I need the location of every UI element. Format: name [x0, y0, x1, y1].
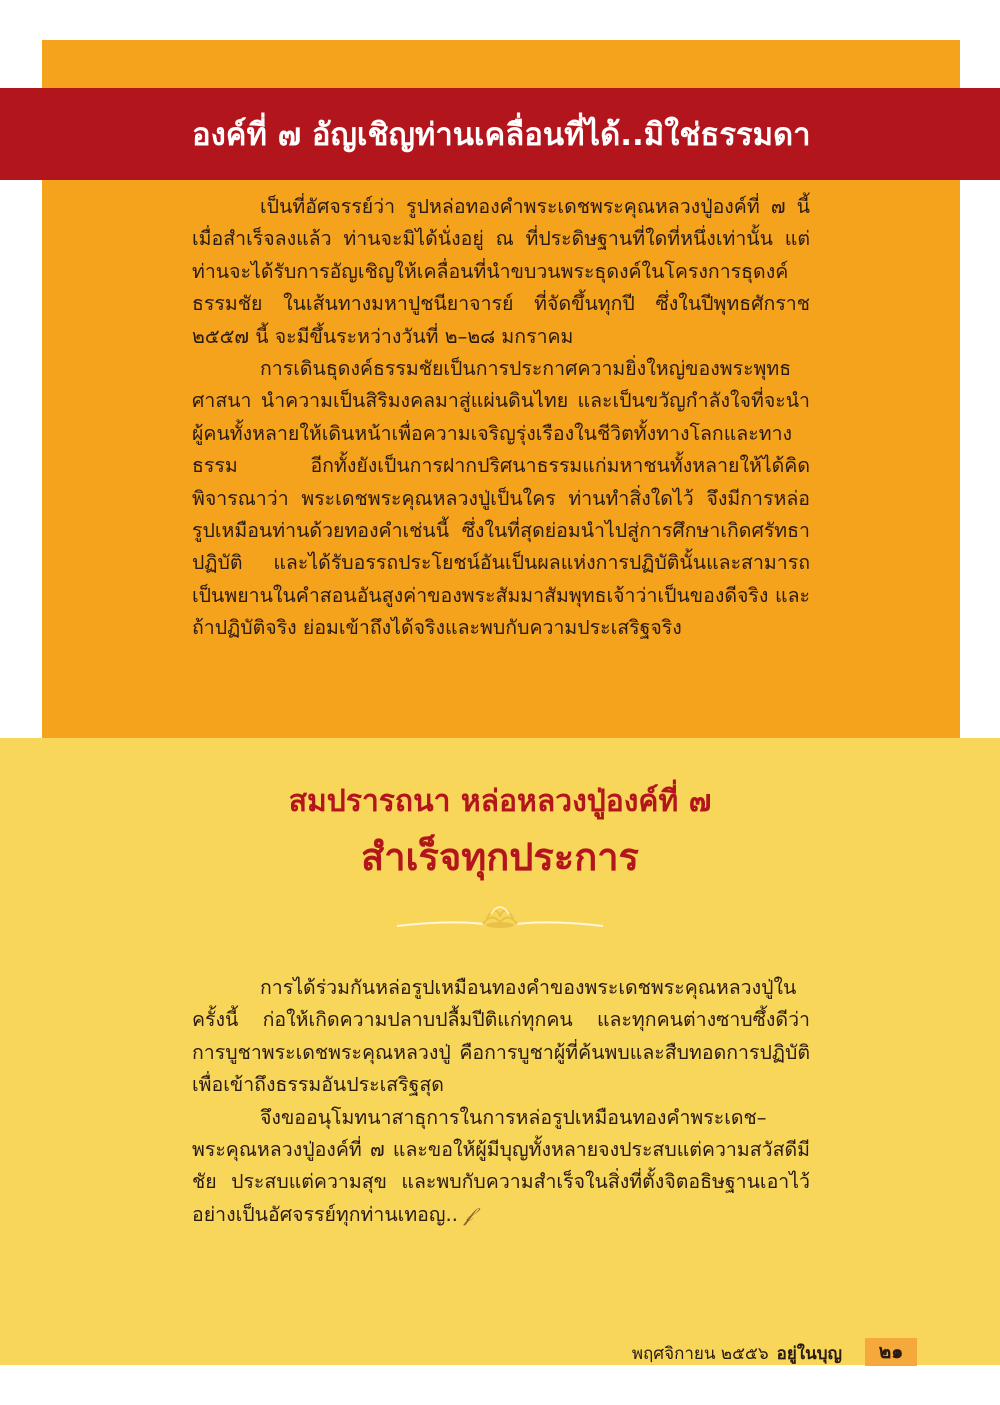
subheading-line1: สมปรารถนา หล่อหลวงปู่องค์ที่ ๗ [288, 784, 712, 819]
section2-body [192, 972, 810, 1231]
issue-date: พฤศจิกายน ๒๕๕๖ [631, 1343, 769, 1364]
section-title: องค์ที่ ๗ อัญเชิญท่านเคลื่อนที่ได้..มิใช่ธรรมดา [192, 117, 811, 153]
end-mark-icon: 𝒻 [464, 1202, 473, 1226]
paragraph: การได้ร่วมกันหล่อรูปเหมือนทองคำของพระเดชพระคุณหลวงปู่ในครั้งนี้ ก่อให้เกิดความปลาบปลื้มปีติแก่ทุกคน และทุกคนต่างซาบซึ้งดีว่า การบูชาพระเดชพระคุณหลวงปู่ คือการบูชาผู้ที่ค้นพบและสืบทอดการปฏิบัติเพื่อเข้าถึงธรรมอันประเสริฐสุด [192, 976, 810, 1097]
footer [632, 1340, 842, 1366]
ornament-divider-icon [395, 898, 605, 938]
paragraph: เป็นที่อัศจรรย์ว่า รูปหล่อทองคำพระเดชพระคุณหลวงปู่องค์ที่ ๗ นี้ เมื่อสำเร็จลงแล้ว ท่านจะมิได้นั่งอยู่ ณ ที่ประดิษฐานที่ใดที่หนึ่งเท่านั้น แต่ท่านจะได้รับการอัญเชิญให้เคลื่อนที่นำขบวนพระธุดงค์ในโครงการธุดงค์ธรรมชัย ในเส้นทางมหาปูชนียาจารย์ ที่จัดขึ้นทุกปี ซึ่งในปีพุทธศักราช ๒๕๕๗ นี้ จะมีขึ้นระหว่างวันที่ ๒–๒๘ มกราคม [192, 195, 810, 348]
title-banner [0, 88, 1000, 180]
paragraph-text: จึงขออนุโมทนาสาธุการในการหล่อรูปเหมือนทองคำพระเดช–พระคุณหลวงปู่องค์ที่ ๗ และขอให้ผู้มีบุญทั้งหลายจงประสบแต่ความสวัสดีมีชัย ประสบแต่ความสุข และพบกับความสำเร็จในสิ่งที่ตั้งจิตอธิษฐานเอาไว้อย่างเป็นอัศจรรย์ทุกท่านเทอญ.. [192, 1105, 810, 1226]
section1-body [192, 191, 810, 645]
subheading-line2: สำเร็จทุกประการ [361, 835, 639, 879]
paragraph [192, 1102, 810, 1232]
page-number: ๒๑ [865, 1338, 917, 1366]
magazine-name: อยู่ในบุญ [776, 1343, 842, 1364]
paragraph: การเดินธุดงค์ธรรมชัยเป็นการประกาศความยิ่งใหญ่ของพระพุทธศาสนา นำความเป็นสิริมงคลมาสู่แผ่นดินไทย และเป็นขวัญกำลังใจที่จะนำผู้คนทั้งหลายให้เดินหน้าเพื่อความเจริญรุ่งเรืองในชีวิตทั้งทางโลกและทางธรรม อีกทั้งยังเป็นการฝากปริศนาธรรมแก่มหาชนทั้งหลายให้ได้คิดพิจารณาว่า พระเดชพระคุณหลวงปู่เป็นใคร ท่านทำสิ่งใดไว้ จึงมีการหล่อรูปเหมือนท่านด้วยทองคำเช่นนี้ ซึ่งในที่สุดย่อมนำไปสู่การศึกษาเกิดศรัทธาปฏิบัติ และได้รับอรรถประโยชน์อันเป็นผลแห่งการปฏิบัตินั้นและสามารถเป็นพยานในคำสอนอันสูงค่าของพระสัมมาสัมพุทธเจ้าว่าเป็นของดีจริง และถ้าปฏิบัติจริง ย่อมเข้าถึงได้จริงและพบกับความประเสริฐจริง [192, 357, 810, 640]
